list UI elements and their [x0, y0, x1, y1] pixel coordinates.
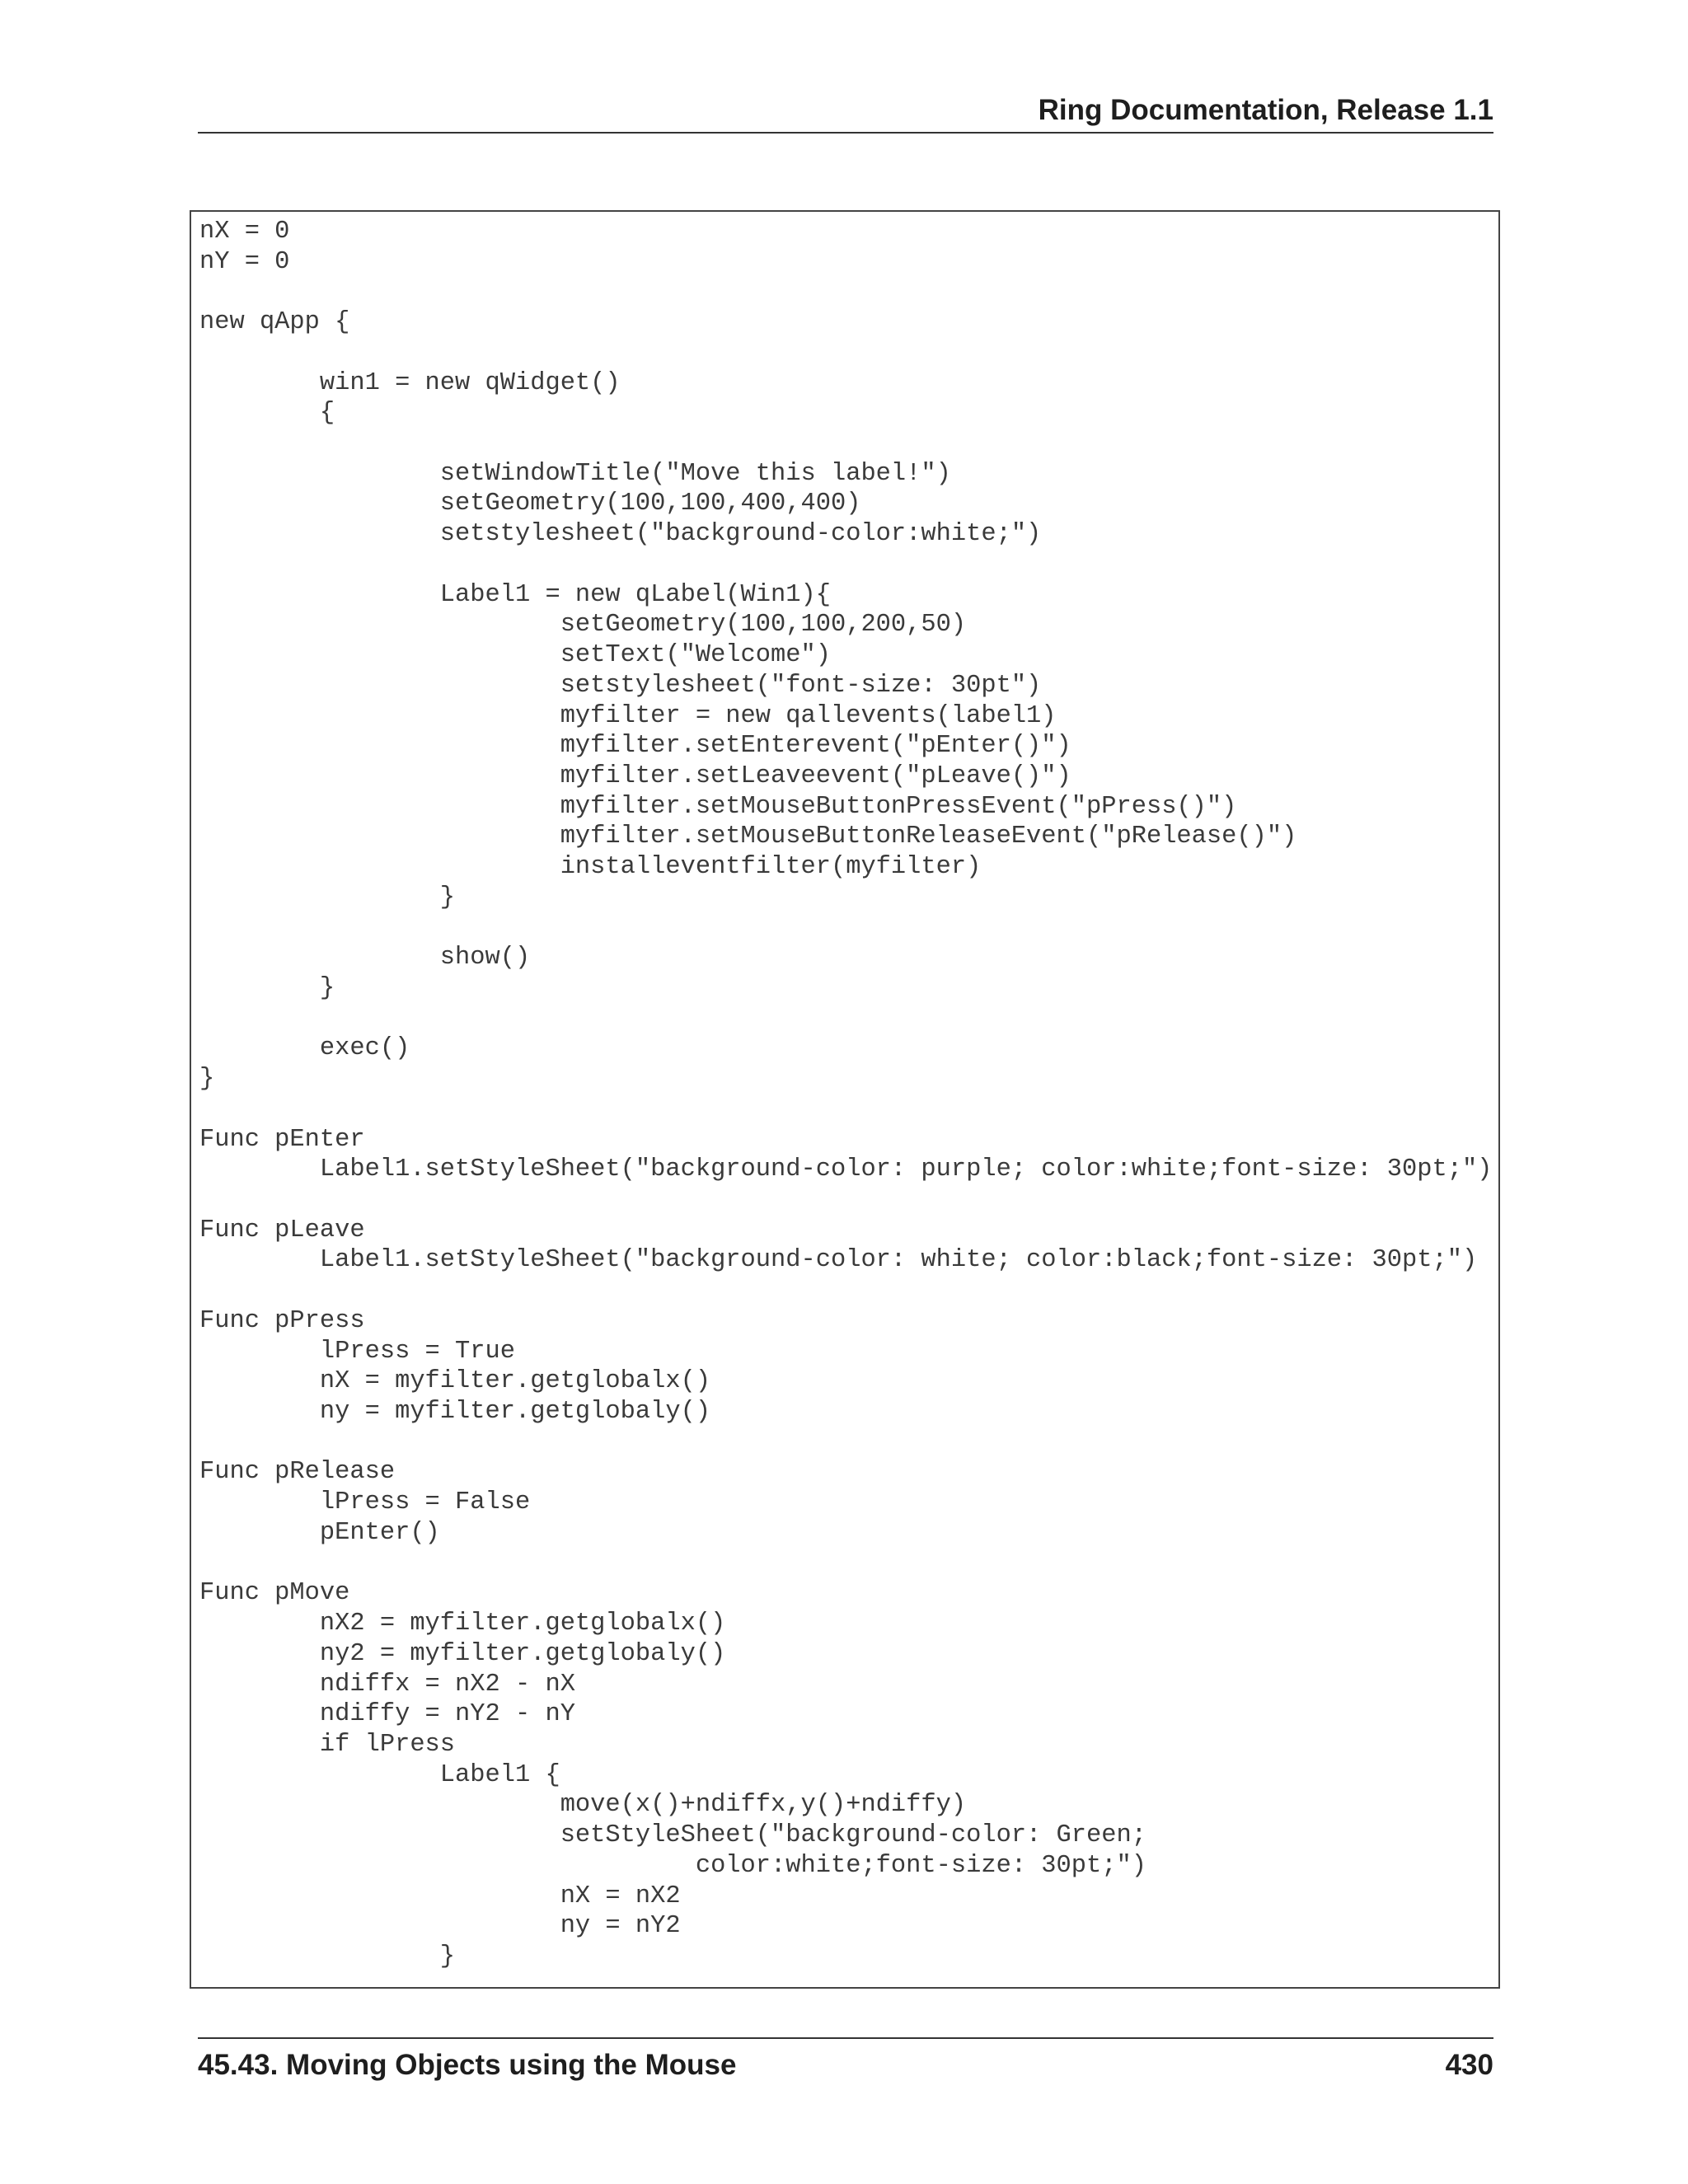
code-listing: [199, 217, 1492, 1972]
page-number: 430: [1445, 2049, 1493, 2081]
page-header: [198, 89, 1493, 134]
code-line: myfilter.setEnterevent("pEnter()"): [199, 732, 1071, 761]
code-line: }: [199, 1065, 215, 1094]
code-line: Func pLeave: [199, 1216, 365, 1244]
code-line: show(): [199, 944, 531, 972]
code-line: }: [199, 973, 335, 1002]
code-line: [199, 338, 1492, 368]
code-line: setWindowTitle("Move this label!"): [199, 459, 951, 488]
code-line: [199, 550, 1492, 580]
code-line: color:white;font-size: 30pt;"): [199, 1851, 1146, 1880]
code-line: myfilter = new qallevents(label1): [199, 701, 1057, 730]
code-line: ny = myfilter.getglobaly(): [199, 1398, 711, 1427]
code-line: pEnter(): [199, 1518, 440, 1547]
code-line: nX = myfilter.getglobalx(): [199, 1367, 711, 1396]
code-block: [190, 210, 1500, 1989]
code-line: [199, 277, 1492, 307]
code-line: Func pMove: [199, 1579, 350, 1608]
code-line: Label1.setStyleSheet("background-color: purple; color:white;font-size: 30pt;"): [199, 1155, 1493, 1184]
section-title: 45.43. Moving Objects using the Mouse: [198, 2049, 737, 2081]
code-line: setStyleSheet("background-color: Green;: [199, 1821, 1146, 1850]
code-line: setText("Welcome"): [199, 641, 831, 670]
code-line: ndiffx = nX2 - nX: [199, 1670, 575, 1699]
code-line: myfilter.setMouseButtonPressEvent("pPress()"): [199, 792, 1237, 821]
code-line: myfilter.setMouseButtonReleaseEvent("pRelease()"): [199, 823, 1297, 851]
code-line: setGeometry(100,100,200,50): [199, 611, 967, 640]
code-line: {: [199, 399, 335, 428]
code-line: ny = nY2: [199, 1912, 681, 1941]
code-line: myfilter.setLeaveevent("pLeave()"): [199, 762, 1071, 790]
code-line: nX2 = myfilter.getglobalx(): [199, 1610, 726, 1638]
code-line: [199, 1094, 1492, 1125]
code-line: exec(): [199, 1034, 410, 1063]
code-line: move(x()+ndiffx,y()+ndiffy): [199, 1791, 967, 1820]
code-line: Label1 {: [199, 1760, 560, 1789]
code-line: Label1 = new qLabel(Win1){: [199, 580, 831, 609]
code-line: installeventfilter(myfilter): [199, 853, 982, 882]
code-line: Func pEnter: [199, 1125, 365, 1154]
code-line: [199, 913, 1492, 944]
code-line: [199, 1549, 1492, 1579]
code-line: [199, 1427, 1492, 1458]
code-line: Label1.setStyleSheet("background-color: white; color:black;font-size: 30pt;"): [199, 1246, 1478, 1275]
code-line: lPress = False: [199, 1488, 531, 1517]
document-title: Ring Documentation, Release 1.1: [1038, 94, 1493, 126]
code-line: setGeometry(100,100,400,400): [199, 490, 861, 518]
code-line: Func pRelease: [199, 1458, 396, 1487]
code-line: setstylesheet("font-size: 30pt"): [199, 671, 1042, 700]
code-line: nX = nX2: [199, 1882, 681, 1910]
code-line: [199, 1276, 1492, 1306]
code-line: }: [199, 1942, 456, 1971]
code-line: nY = 0: [199, 247, 290, 276]
code-line: Func pPress: [199, 1306, 365, 1335]
page-footer: [198, 2037, 1493, 2081]
code-line: [199, 1004, 1492, 1034]
code-line: [199, 429, 1492, 459]
code-line: [199, 1185, 1492, 1216]
code-line: lPress = True: [199, 1337, 515, 1366]
code-line: if lPress: [199, 1730, 456, 1759]
code-line: ndiffy = nY2 - nY: [199, 1700, 575, 1729]
code-line: }: [199, 883, 456, 912]
code-line: setstylesheet("background-color:white;"): [199, 520, 1042, 549]
code-line: new qApp {: [199, 308, 350, 337]
code-line: ny2 = myfilter.getglobaly(): [199, 1639, 726, 1668]
code-line: win1 = new qWidget(): [199, 368, 621, 397]
code-line: nX = 0: [199, 218, 290, 246]
